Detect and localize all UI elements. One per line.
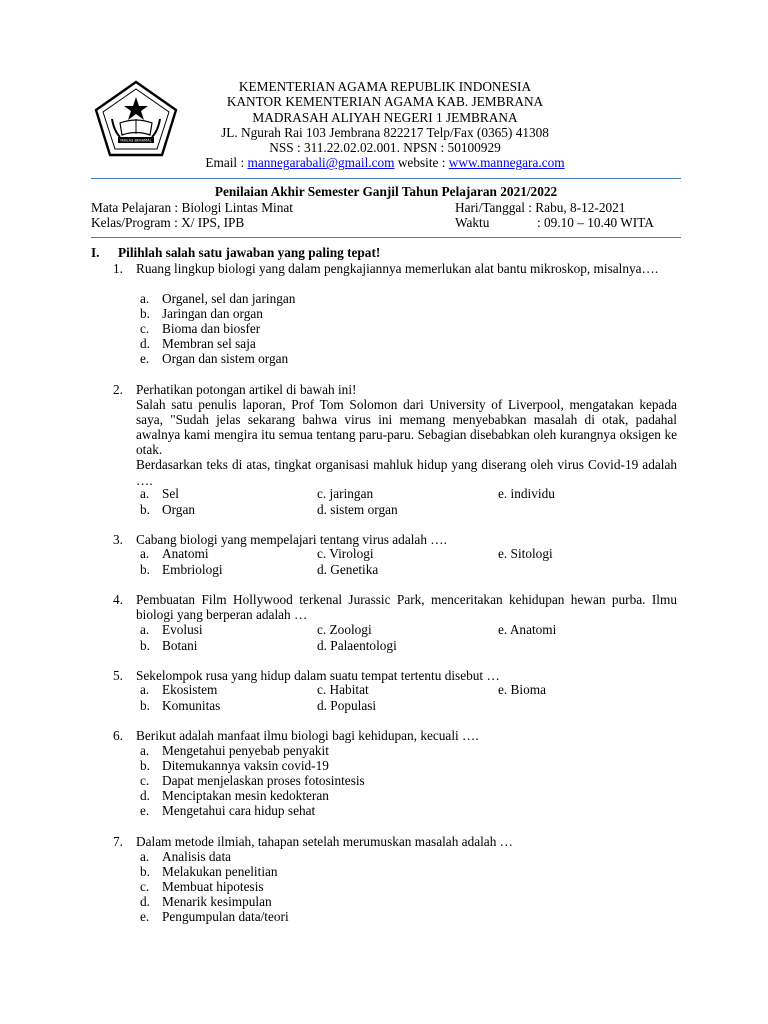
date-label: Hari/Tanggal : Rabu, 8-12-2021 [455, 200, 626, 215]
question-6: 6. Berikut adalah manfaat ilmu biologi bagi kehidupan, kecuali …. [113, 728, 479, 743]
info-divider [91, 237, 681, 238]
question-3: 3. Cabang biologi yang mempelajari tentang virus adalah …. [113, 532, 447, 547]
kemenag-logo [92, 79, 180, 159]
svg-text:IKHLAS BERAMAL: IKHLAS BERAMAL [120, 138, 152, 143]
exam-page: IKHLAS BERAMAL KEMENTERIAN AGAMA REPUBLIK INDONESIA KANTOR KEMENTERIAN AGAMA KAB. JEMBRANA MADRASAH ALIYAH NEGERI 1 JEMBRANA JL. Ngurah Rai 103 Jembrana 822217 Telp/Fax (0365) 41308 NSS : 311.22.02.02.001. NPSN : 50100929 Email : mannegarabali@gmail.com website : www.mannegara.com Penilaian Akhir Semester Ganjil Tahun Pelajaran 2021/2022 Mata Pelajaran : Biologi Lintas Minat Hari/Tanggal : Rabu, 8-12-2021 Kelas/Program : X/ IPS, IPB Waktu : 09.10 – 10.40 WITA I. Pilihlah salah satu jawaban yang paling tepat! 1. Ruang lingkup biologi yang dalam pengkajiannya memerlukan alat bantu mikroskop, misalnya…. a. Organel, sel dan jaringan b. Jaringan dan organ c. Bioma dan biosfer d. Membran sel saja e. Organ dan sistem organ 2. Perhatikan potongan artikel di bawah ini! Salah satu penulis laporan, Prof Tom Solomon dari University of Liverpool, mengatakan kepada saya, "Sudah jelas sekarang bahwa virus ini memang menyebabkan masalah di otak, padahal awalnya kami mengira itu semua tentang paru-paru. Sebagian disebabkan oleh kurangnya oksigen ke otak. Berdasarkan teks di atas, tingkat organisasi mahluk hidup yang diserang oleh virus Covid-19 adalah …. a. Sel c. jaringan e. individu b. Organ d. sistem organ 3. Cabang biologi yang mempelajari tentang virus adalah …. a. Anatomi c. Virologi e. Sitologi b. Embriologi d. Genetika 4. Pembuatan Film Hollywood terkenal Jurassic Park, menceritakan kehidupan hewan purba. Ilmu biologi yang berperan adalah … a. Evolusi c. Zoologi e. Anatomi b. Botani d. Palaentologi 5. Sekelompok rusa yang hidup dalam suatu tempat tertentu disebut … a. Ekosistem c. Habitat e. Bioma b. Komunitas d. Populasi 6. Berikut adalah manfaat ilmu biologi bagi kehidupan, kecuali …. a. Mengetahui penyebab penyakit b. Ditemukannya vaksin covid-19 c. Dapat menjelaskan proses fotosintesis d. Menciptakan mesin kedokteran e. Mengetahui cara hidup sehat 7. Dalam metode ilmiah, tahapan setelah merumuskan masalah adalah … a. Analisis data b. Melakukan penelitian c. Membuat hipotesis d. Menarik kesimpulan e. Pengumpulan data/teori [0, 0, 768, 1024]
ministry-name: KEMENTERIAN AGAMA REPUBLIK INDONESIA [238, 79, 532, 94]
question-4: 4. Pembuatan Film Hollywood terkenal Jurassic Park, menceritakan kehidupan hewan purba. Ilmu biologi yang berperan adalah … [113, 592, 677, 623]
email-link[interactable]: mannegarabali@gmail.com [247, 155, 395, 171]
office-name: KANTOR KEMENTERIAN AGAMA KAB. JEMBRANA [226, 94, 544, 110]
question-7: 7. Dalam metode ilmiah, tahapan setelah merumuskan masalah adalah … [113, 834, 513, 849]
school-nss: NSS : 311.22.02.02.001. NPSN : 50100929 [269, 140, 501, 156]
section-heading: I. Pilihlah salah satu jawaban yang paling tepat! [91, 245, 381, 260]
school-name: MADRASAH ALIYAH NEGERI 1 JEMBRANA [252, 109, 518, 125]
contact-line: Email : mannegarabali@gmail.com website : www.mannegara.com [205, 155, 565, 171]
exam-info-row-1 [91, 200, 626, 215]
question-2: 2. Perhatikan potongan artikel di bawah ini! Salah satu penulis laporan, Prof Tom Solomon dari University of Liverpool, mengatakan kepada saya, "Sudah jelas sekarang bahwa virus ini memang menyebabkan masalah di otak, padahal awalnya kami mengira itu semua tentang paru-paru. Sebagian disebabkan oleh kurangnya oksigen ke otak. Berdasarkan teks di atas, tingkat organisasi mahluk hidup yang diserang oleh virus Covid-19 adalah …. [113, 382, 677, 488]
class-label: Kelas/Program : X/ IPS, IPB [91, 215, 245, 230]
question-5: 5. Sekelompok rusa yang hidup dalam suatu tempat tertentu disebut … [113, 668, 500, 683]
letterhead [180, 79, 590, 171]
website-link[interactable]: www.mannegara.com [448, 155, 565, 171]
subject-label: Mata Pelajaran : Biologi Lintas Minat [91, 200, 293, 215]
time-label: Waktu : 09.10 – 10.40 WITA [455, 215, 654, 230]
article-passage: Salah satu penulis laporan, Prof Tom Solomon dari University of Liverpool, mengatakan kepada saya, "Sudah jelas sekarang bahwa virus ini memang menyebabkan masalah di otak, padahal awalnya kami mengira itu semua tentang paru-paru. Sebagian disebabkan oleh kurangnya oksigen ke otak. [136, 397, 677, 458]
question-1: 1. Ruang lingkup biologi yang dalam pengkajiannya memerlukan alat bantu mikroskop, misalnya…. [113, 261, 659, 276]
school-address: JL. Ngurah Rai 103 Jembrana 822217 Telp/Fax (0365) 41308 [221, 124, 549, 140]
exam-title: Penilaian Akhir Semester Ganjil Tahun Pelajaran 2021/2022 [214, 184, 558, 199]
exam-info-row-2 [91, 215, 654, 230]
header-divider [91, 178, 681, 179]
